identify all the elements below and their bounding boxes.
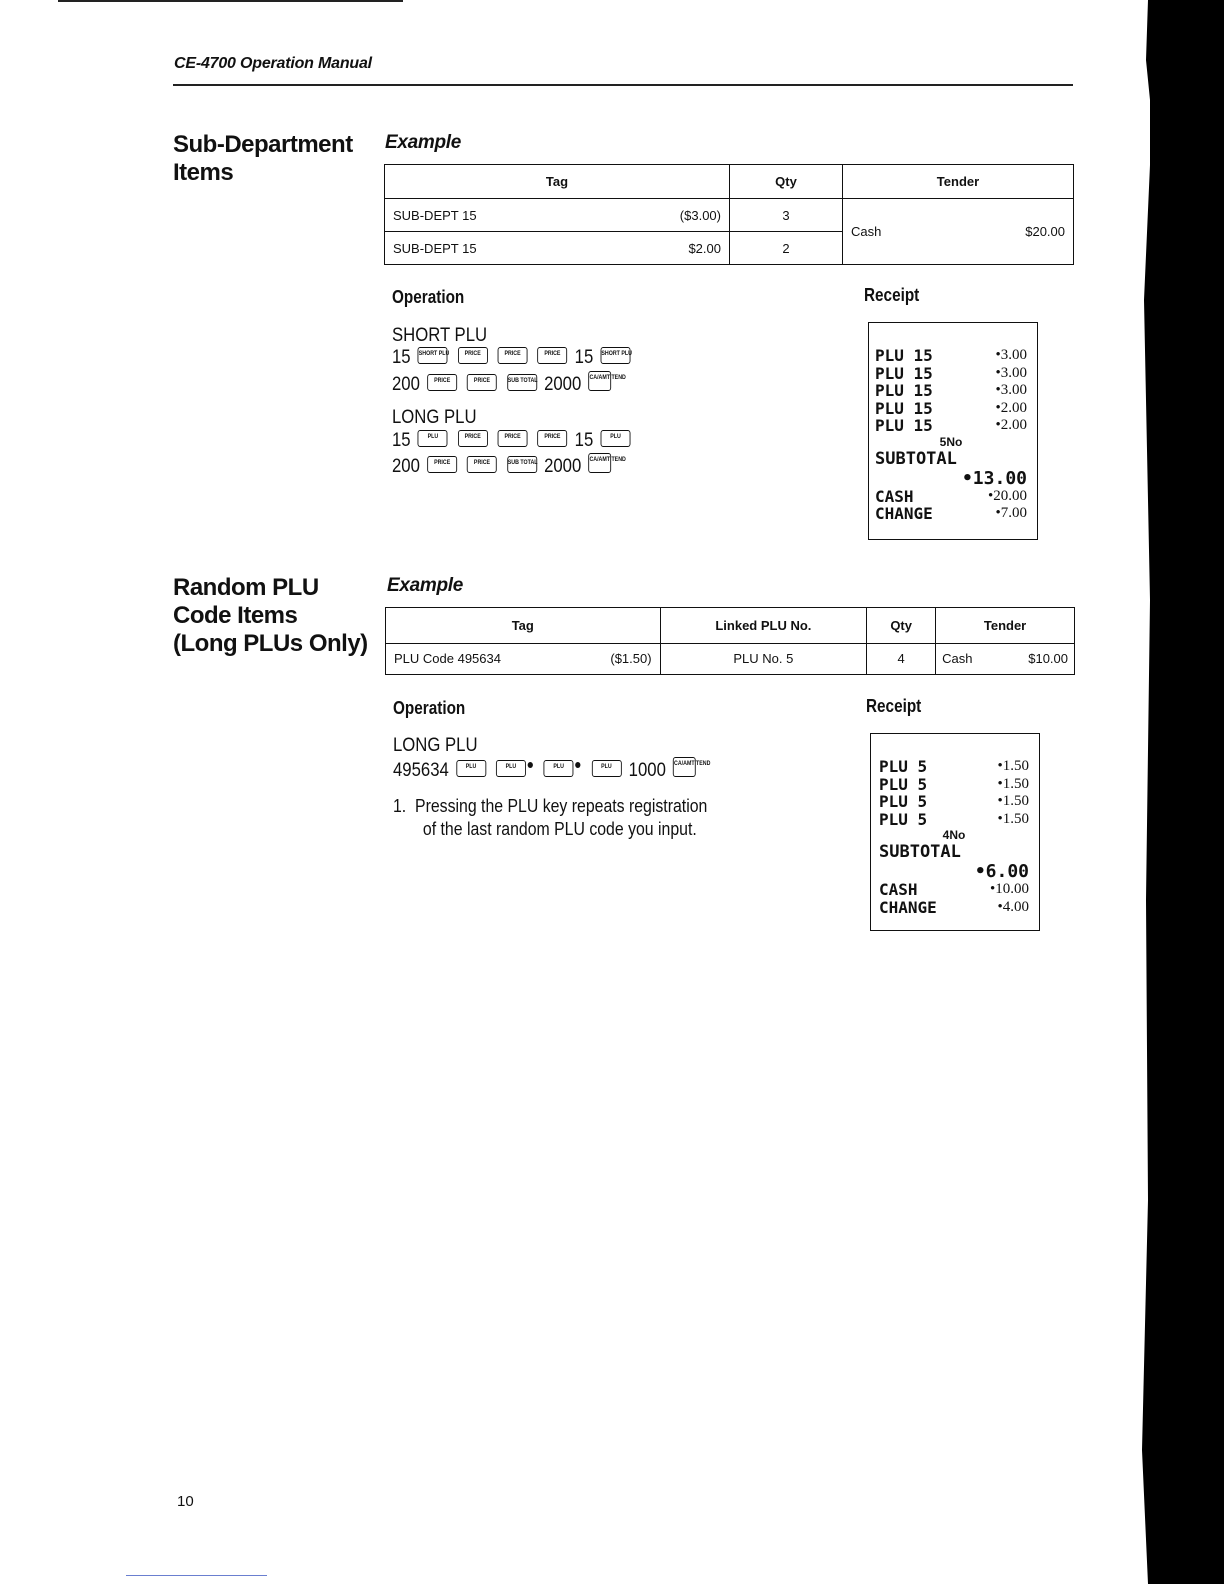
receipt-cash-label: CASH [879, 880, 918, 899]
example-label: Example [387, 575, 464, 596]
key-label: PRICE [464, 434, 481, 440]
operation-label: Operation [393, 698, 466, 718]
example-table [384, 164, 1074, 265]
entry-number: 1000 [628, 760, 666, 781]
key-label: PLU [610, 434, 621, 440]
row-price: $2.00 [688, 240, 721, 256]
receipt-cash-amount: •20.00 [987, 487, 1027, 504]
receipt-item: PLU 15 [875, 346, 933, 365]
receipt-item: PLU 5 [879, 774, 928, 794]
receipt-amount: •1.50 [997, 810, 1029, 827]
row-tag: SUB-DEPT 15 [393, 240, 477, 256]
price-key-icon [537, 430, 567, 447]
entry-number: 15 [574, 347, 594, 368]
receipt-line [879, 776, 1029, 794]
receipt [870, 733, 1040, 931]
key-label: SUB TOTAL [507, 460, 538, 466]
tender-amount: $10.00 [1028, 651, 1068, 667]
receipt-line [875, 417, 1027, 435]
top-edge-rule [58, 0, 403, 2]
receipt-item: PLU 5 [879, 757, 928, 776]
key-label: PLU [505, 764, 517, 770]
plu-key-icon [601, 430, 631, 447]
entry-number: 2000 [544, 456, 582, 477]
section-title-sub-department [173, 131, 353, 187]
section-title-line: Items [173, 159, 234, 186]
receipt-amount: •2.00 [995, 417, 1027, 433]
table-row [385, 199, 1074, 232]
price-key-icon [427, 374, 457, 391]
receipt-subtotal-amount: •13.00 [961, 467, 1027, 489]
receipt-line [875, 382, 1027, 400]
receipt-count: 4No [942, 828, 966, 842]
table-header-tag: Tag [386, 608, 661, 644]
receipt-subtotal-amount: •6.00 [974, 861, 1029, 882]
receipt-count: 5No [939, 434, 963, 449]
receipt-amount: •1.50 [997, 793, 1029, 809]
example-label: Example [385, 132, 462, 153]
receipt-item: PLU 5 [879, 809, 928, 829]
price-key-icon [467, 374, 497, 391]
receipt-change-amount: •4.00 [997, 898, 1029, 915]
table-header-tender: Tender [843, 165, 1074, 199]
receipt-amount: •1.50 [997, 775, 1029, 792]
receipt-item: PLU 15 [875, 416, 933, 435]
scan-edge-shadow [1118, 0, 1158, 1584]
receipt-subtotal-label: SUBTOTAL [879, 842, 961, 862]
header-rule [173, 84, 1073, 86]
price-key-icon [467, 456, 497, 473]
price-key-icon [498, 347, 528, 364]
receipt-item: PLU 15 [875, 381, 933, 400]
note-marker-icon [575, 762, 580, 768]
entry-number: 15 [392, 347, 411, 368]
receipt-item: PLU 15 [875, 363, 933, 383]
tender-method: Cash [851, 224, 882, 239]
key-label: CA/AMT TEND [674, 761, 711, 767]
note-marker-icon [528, 762, 533, 768]
receipt-change-label: CHANGE [879, 897, 937, 917]
price-key-icon [537, 347, 567, 364]
table-header-qty: Qty [867, 608, 936, 644]
operation-label: Operation [392, 287, 465, 307]
plu-key-icon [591, 760, 621, 777]
receipt-line [875, 488, 1027, 506]
section-title-random-plu [173, 574, 368, 658]
receipt-change-label: CHANGE [875, 504, 933, 523]
short-plu-key-icon [601, 347, 631, 364]
receipt-label: Receipt [864, 285, 920, 305]
receipt-change-amount: •7.00 [995, 505, 1027, 521]
row-price: ($3.00) [679, 207, 721, 223]
section-title-line: Sub-Department [173, 131, 353, 158]
receipt-line [879, 793, 1029, 811]
page-number: 10 [177, 1493, 194, 1510]
cash-tend-key-icon [589, 371, 626, 391]
footnote-text: of the last random PLU code you input. [422, 819, 697, 839]
receipt-amount: •3.00 [995, 382, 1027, 398]
row-tag: PLU Code 495634 [394, 651, 501, 667]
section-title-line: Random PLU [173, 574, 319, 601]
receipt [868, 322, 1038, 540]
key-label: PLU [601, 764, 612, 770]
key-label: CA/AMT TEND [589, 375, 626, 381]
entry-number: 15 [392, 430, 411, 451]
long-plu-heading: LONG PLU [393, 735, 478, 756]
subtotal-key-icon [507, 456, 537, 473]
key-label: PLU [465, 764, 477, 770]
key-sequence [392, 430, 633, 452]
plu-key-icon [496, 760, 526, 777]
key-label: PRICE [544, 351, 561, 357]
row-qty: 3 [730, 199, 843, 232]
receipt-label: Receipt [866, 696, 922, 716]
receipt-line [879, 758, 1029, 776]
long-plu-heading: LONG PLU [392, 407, 477, 428]
row-linked: PLU No. 5 [660, 643, 867, 674]
cash-tend-key-icon [673, 757, 711, 777]
key-label: PRICE [434, 460, 451, 466]
section-title-line: Code Items [173, 602, 298, 629]
receipt-line [875, 400, 1027, 418]
key-sequence [392, 347, 633, 369]
table-header-tender: Tender [936, 608, 1075, 644]
section-title-line: (Long PLUs Only) [173, 630, 368, 657]
price-key-icon [458, 430, 488, 447]
receipt-line [879, 899, 1029, 917]
receipt-amount: •3.00 [995, 347, 1027, 363]
example-table [385, 607, 1075, 675]
footnote-number: 1. [393, 796, 407, 816]
key-label: PRICE [504, 434, 521, 440]
key-label: PRICE [504, 351, 521, 357]
price-key-icon [498, 430, 528, 447]
receipt-item: PLU 15 [875, 398, 933, 418]
subtotal-key-icon [507, 374, 537, 391]
manual-header-title: CE-4700 Operation Manual [174, 55, 372, 72]
key-label: SUB TOTAL [507, 378, 538, 384]
plu-key-icon [418, 430, 448, 447]
row-price: ($1.50) [610, 651, 652, 667]
entry-number: 15 [574, 430, 594, 451]
receipt-amount: •2.00 [995, 399, 1027, 416]
plu-key-icon [544, 760, 574, 777]
short-plu-heading: SHORT PLU [392, 325, 488, 346]
key-label: PLU [553, 764, 564, 770]
row-tag: SUB-DEPT 15 [393, 207, 477, 223]
price-key-icon [427, 456, 457, 473]
receipt-amount: •1.50 [997, 758, 1029, 774]
receipt-line [875, 505, 1027, 523]
scan-edge-bar [1150, 0, 1224, 1584]
receipt-line [879, 881, 1029, 899]
key-label: CA/AMT TEND [589, 457, 626, 463]
plu-key-icon [456, 760, 486, 777]
table-header-linked: Linked PLU No. [660, 608, 867, 644]
footnote [393, 795, 707, 841]
bottom-edge-rule [126, 1575, 267, 1576]
receipt-line [879, 811, 1029, 829]
entry-number: 495634 [393, 760, 449, 781]
key-sequence [393, 757, 711, 782]
key-label: PRICE [473, 378, 491, 384]
key-label: SHORT PLU [418, 351, 450, 357]
key-label: PRICE [434, 378, 451, 384]
entry-number: 2000 [544, 374, 582, 395]
table-row [386, 643, 1075, 674]
receipt-amount: •3.00 [995, 364, 1027, 381]
table-header-tag: Tag [385, 165, 730, 199]
receipt-line [875, 365, 1027, 383]
receipt-subtotal-label: SUBTOTAL [875, 448, 957, 469]
footnote-text: Pressing the PLU key repeats registration [415, 796, 708, 816]
price-key-icon [458, 347, 488, 364]
key-label: PRICE [473, 460, 491, 466]
key-label: PRICE [464, 351, 481, 357]
tender-method: Cash [942, 651, 973, 667]
row-qty: 2 [730, 232, 843, 265]
key-label: SHORT PLU [601, 351, 632, 357]
receipt-item: PLU 5 [879, 792, 928, 811]
key-sequence [392, 453, 626, 478]
tender-amount: $20.00 [1025, 224, 1065, 239]
short-plu-key-icon [418, 347, 448, 364]
entry-number: 200 [392, 374, 420, 395]
key-sequence [392, 371, 626, 396]
row-qty: 4 [867, 643, 936, 674]
key-label: PRICE [544, 434, 561, 440]
table-header-qty: Qty [730, 165, 843, 199]
receipt-cash-amount: •10.00 [989, 881, 1029, 897]
key-label: PLU [427, 434, 439, 440]
receipt-line [875, 347, 1027, 365]
receipt-cash-label: CASH [875, 486, 914, 506]
cash-tend-key-icon [589, 453, 626, 473]
entry-number: 200 [392, 456, 420, 477]
